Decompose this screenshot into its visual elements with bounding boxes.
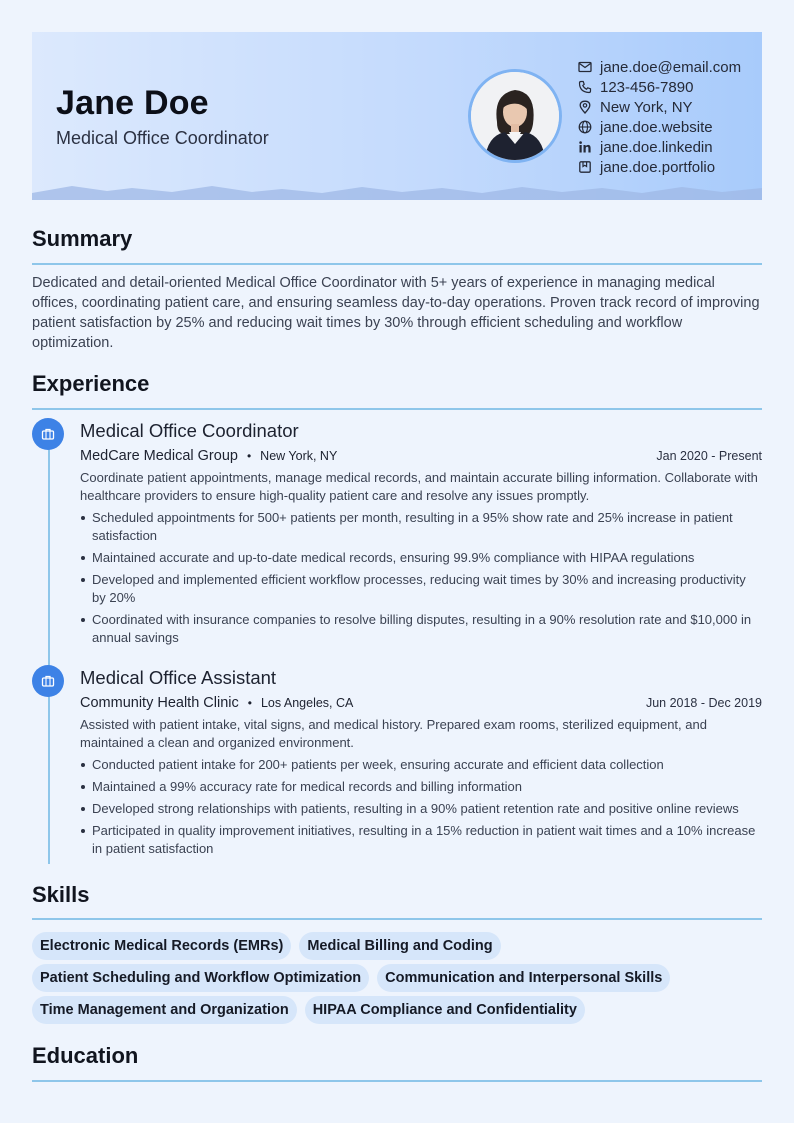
briefcase-icon — [41, 674, 55, 688]
skill-chip: Patient Scheduling and Workflow Optimization — [32, 964, 369, 992]
skills-divider — [32, 918, 762, 920]
location-pin-icon — [578, 100, 592, 114]
experience-divider — [32, 408, 762, 410]
briefcase-icon — [41, 427, 55, 441]
summary-divider — [32, 263, 762, 265]
job-dates: Jan 2020 - Present — [656, 449, 762, 463]
candidate-title: Medical Office Coordinator — [56, 128, 269, 148]
job-description: Assisted with patient intake, vital signs, and medical history. Prepared exam rooms, sterilized equipment, and maintained a clean and organized environment. — [80, 717, 707, 750]
contact-phone[interactable] — [578, 77, 741, 97]
skills-list — [32, 930, 762, 1026]
job-meta — [80, 444, 762, 468]
job-achievements — [80, 509, 762, 647]
achievement-item: Maintained accurate and up-to-date medical records, ensuring 99.9% compliance with HIPAA regulations — [80, 549, 762, 567]
contact-email[interactable] — [578, 57, 741, 77]
job-location: New York, NY — [260, 449, 338, 463]
contact-email-text: jane.doe@email.com — [600, 58, 742, 76]
education-heading: Education — [32, 1043, 139, 1068]
contact-website-text: jane.doe.website — [600, 118, 713, 136]
profile-photo — [468, 69, 562, 163]
experience-heading: Experience — [32, 371, 150, 396]
achievement-item: Scheduled appointments for 500+ patients per month, resulting in a 95% show rate and 25% increase in patient satisfaction — [80, 509, 762, 545]
globe-icon — [578, 120, 592, 134]
phone-icon — [578, 80, 592, 94]
job-title: Medical Office Assistant — [80, 667, 277, 688]
skill-chip: HIPAA Compliance and Confidentiality — [305, 996, 585, 1024]
mail-icon — [578, 60, 592, 74]
candidate-name: Jane Doe — [56, 84, 209, 122]
job-description: Coordinate patient appointments, manage medical records, and maintain accurate billing information. Collaborate with healthcare providers to ensure high-quality patient care and resolve any issues promptly. — [80, 470, 758, 503]
job-entry — [80, 418, 762, 651]
contact-portfolio[interactable] — [578, 157, 741, 177]
contact-location-text: New York, NY — [600, 98, 693, 116]
contact-location — [578, 97, 741, 117]
experience-timeline — [48, 434, 50, 864]
contact-linkedin[interactable] — [578, 137, 741, 157]
meta-separator: • — [247, 696, 252, 710]
contact-list — [578, 57, 741, 177]
job-company: Community Health Clinic — [80, 695, 239, 711]
skill-chip: Electronic Medical Records (EMRs) — [32, 932, 291, 960]
achievement-item: Conducted patient intake for 200+ patients per week, ensuring accurate and efficient data collection — [80, 756, 762, 774]
contact-website[interactable] — [578, 117, 741, 137]
portfolio-icon — [578, 160, 592, 174]
achievement-item: Developed and implemented efficient workflow processes, reducing wait times by 30% and increasing productivity by 20% — [80, 571, 762, 607]
skill-row — [32, 930, 762, 962]
contact-phone-text: 123-456-7890 — [600, 78, 694, 96]
job-entry — [80, 665, 762, 862]
meta-separator: • — [246, 449, 252, 463]
education-divider — [32, 1080, 762, 1082]
job-1-marker — [32, 418, 64, 450]
skill-chip: Time Management and Organization — [32, 996, 297, 1024]
linkedin-icon — [578, 140, 592, 154]
skill-row — [32, 962, 762, 994]
achievement-item: Maintained a 99% accuracy rate for medical records and billing information — [80, 778, 762, 796]
achievement-item: Developed strong relationships with patients, resulting in a 90% patient retention rate and positive online reviews — [80, 800, 762, 818]
achievement-item: Participated in quality improvement initiatives, resulting in a 15% reduction in patient wait times and a 10% increase in patient satisfaction — [80, 822, 762, 858]
header-mountain-decoration — [32, 180, 762, 200]
resume-header — [32, 32, 762, 200]
skill-row — [32, 994, 762, 1026]
job-title: Medical Office Coordinator — [80, 420, 299, 441]
job-2-marker — [32, 665, 64, 697]
summary-heading: Summary — [32, 226, 133, 251]
job-dates: Jun 2018 - Dec 2019 — [645, 696, 762, 710]
skills-heading: Skills — [32, 882, 90, 907]
skill-chip: Medical Billing and Coding — [299, 932, 500, 960]
achievement-item: Coordinated with insurance companies to resolve billing disputes, resulting in a 90% resolution rate and $10,000 in annual savings — [80, 611, 762, 647]
contact-portfolio-text: jane.doe.portfolio — [600, 158, 716, 176]
summary-text: Dedicated and detail-oriented Medical Office Coordinator with 5+ years of experience in managing medical offices, coordinating patient care, and ensuring seamless day-to-day operations. Proven track record of improving patient satisfaction by 25% and reducing wait times by 30% through efficient scheduling and workflow optimization. — [32, 275, 760, 351]
job-achievements — [80, 756, 762, 858]
skill-chip: Communication and Interpersonal Skills — [377, 964, 670, 992]
contact-linkedin-text: jane.doe.linkedin — [600, 138, 713, 156]
job-location: Los Angeles, CA — [260, 696, 354, 710]
job-company: MedCare Medical Group — [80, 448, 238, 464]
job-meta — [80, 691, 762, 715]
